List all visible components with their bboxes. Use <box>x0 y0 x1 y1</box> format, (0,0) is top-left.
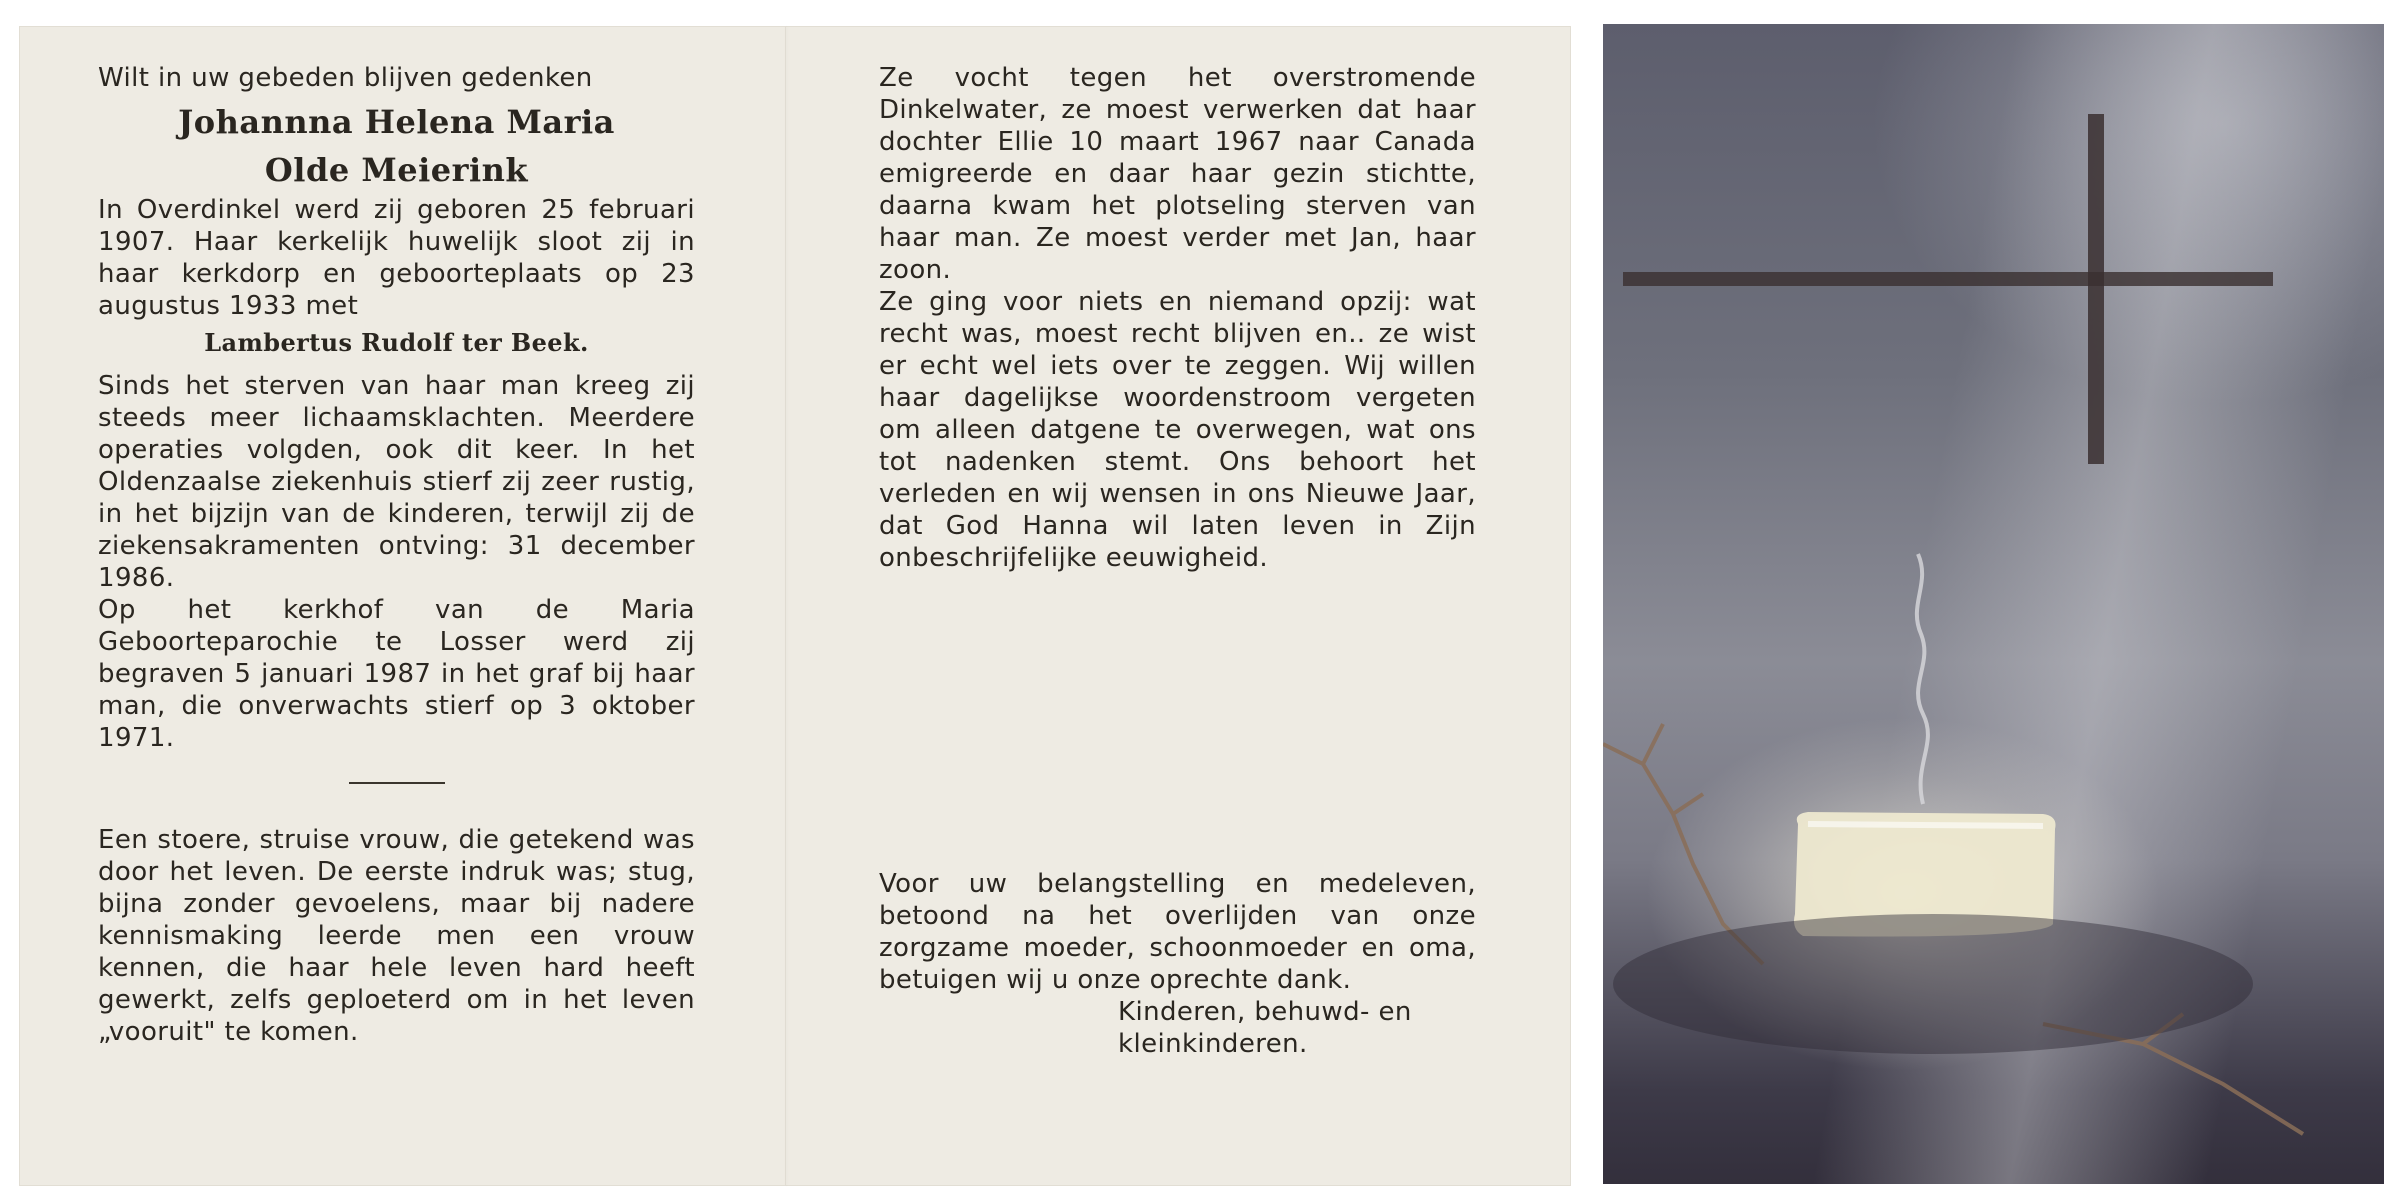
character-paragraph: Een stoere, struise vrouw, die getekend was door het leven. De eerste indruk was; stug, bijna zonder gevoelens, maar bij nadere kennismaking leerde men een vrouw kennen, die haar hele leven hard heeft gewerkt, zelfs geploeterd om in het leven „vooruit" te komen. <box>98 825 695 1047</box>
smoke-icon <box>1917 554 1928 804</box>
deceased-name-line1: Johannna Helena Maria <box>178 103 615 141</box>
thanks-block <box>879 868 1476 1060</box>
left-text-panel <box>98 62 695 1048</box>
birth-paragraph: In Overdinkel werd zij geboren 25 februari 1907. Haar kerkelijk huwelijk sloot zij in haar kerkdorp en geboorteplaats op 23 augustus 1933 met <box>98 195 695 321</box>
card-fold-line <box>785 26 786 1186</box>
spouse-name: Lambertus Rudolf ter Beek. <box>204 328 589 357</box>
burial-paragraph: Op het kerkhof van de Maria Geboorteparochie te Losser werd zij begraven 5 januari 1987 in het graf bij haar man, die onverwachts stierf op 3 oktober 1971. <box>98 595 695 753</box>
remembrance-paragraph: Ze ging voor niets en niemand opzij: wat recht was, moest recht blijven en.. ze wist er echt wel iets over te zeggen. Wij willen haar dagelijkse woordenstroom vergeten om alleen datgene te overwegen, wat ons tot nadenken stemt. Ons behoort het verleden en wij wensen in ons Nieuwe Jaar, dat God Hanna wil laten leven in Zijn onbeschrijfelijke eeuwigheid. <box>879 287 1476 573</box>
thanks-paragraph: Voor uw belangstelling en medeleven, betoond na het overlijden van onze zorgzame moeder, schoonmoeder en oma, betuigen wij u onze oprechte dank. <box>879 869 1476 995</box>
right-text-panel <box>879 62 1476 574</box>
illness-paragraph: Sinds het sterven van haar man kreeg zij steeds meer lichaamsklachten. Meerdere operaties volgden, ook dit keer. In het Oldenzaalse ziekenhuis stierf zij zeer rustig, in het bijzijn van de kinderen, terwijl zij de ziekensakramenten ontving: 31 december 1986. <box>98 371 695 593</box>
painting-svg <box>1603 24 2384 1184</box>
life-paragraph: Ze vocht tegen het overstromende Dinkelwater, ze moest verwerken dat haar dochter Ellie 10 maart 1967 naar Canada emigreerde en daar haar gezin stichtte, daarna kwam het plotseling sterven van haar man. Ze moest verder met Jan, haar zoon. <box>879 63 1476 285</box>
intro-line: Wilt in uw gebeden blijven gedenken <box>98 63 593 93</box>
deceased-name-line2: Olde Meierink <box>264 151 529 189</box>
signature-line2: kleinkinderen. <box>1118 1029 1308 1059</box>
ground-shadow <box>1613 914 2253 1054</box>
memorial-painting <box>1603 24 2384 1184</box>
cross-icon <box>1623 114 2273 464</box>
signature-line1: Kinderen, behuwd- en <box>1118 997 1412 1027</box>
divider-rule <box>349 782 445 784</box>
